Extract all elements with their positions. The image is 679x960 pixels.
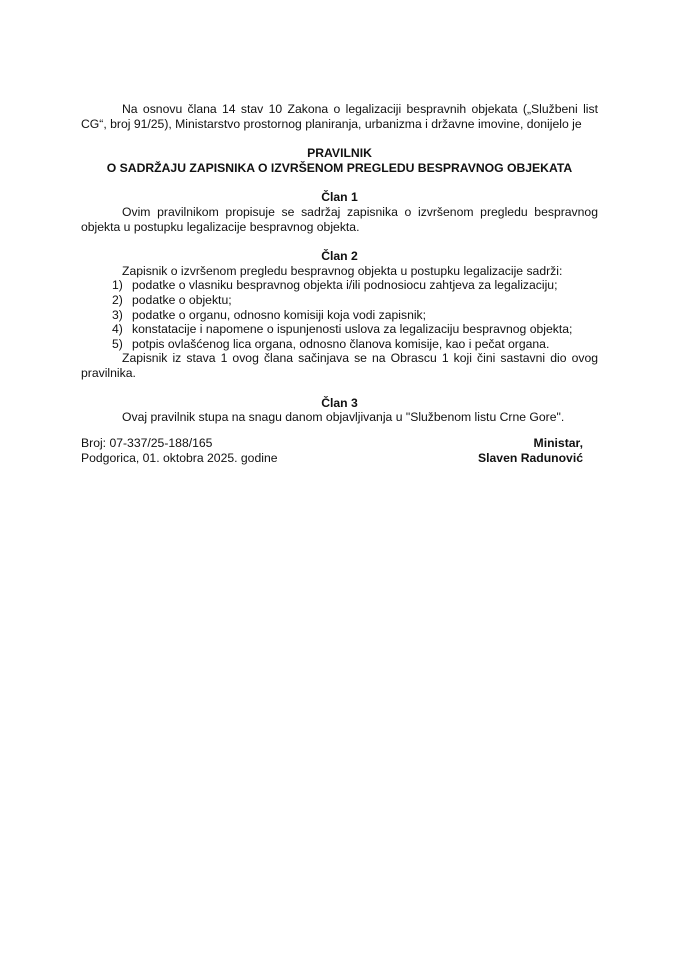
document-body xyxy=(81,102,598,425)
list-item-text: podatke o vlasniku bespravnog objekta i/ili podnosiocu zahtjeva za legalizaciju; xyxy=(132,278,558,293)
title-line-2: O SADRŽAJU ZAPISNIKA O IZVRŠENOM PREGLEDU BESPRAVNOG OBJEKATA xyxy=(106,160,573,175)
article-2-closing: Zapisnik iz stava 1 ovog člana sačinjava se na Obrascu 1 koji čini sastavni dio ovog pravilnika. xyxy=(81,351,598,380)
list-item xyxy=(81,308,598,323)
list-item-number: 2) xyxy=(112,292,123,307)
article-1 xyxy=(81,190,598,234)
preamble: Na osnovu člana 14 stav 10 Zakona o legalizaciji bespravnih objekata („Službeni list CG“, broj 91/25), Ministarstvo prostornog planiranja, urbanizma i državne imovine, donijelo je xyxy=(81,102,598,131)
list-item xyxy=(81,322,598,337)
article-3 xyxy=(81,396,598,425)
list-item-text: potpis ovlašćenog lica organa, odnosno članova komisije, kao i pečat organa. xyxy=(132,336,550,351)
article-2-list xyxy=(81,278,598,351)
document-number: Broj: 07-337/25-188/165 xyxy=(81,436,213,450)
place-and-date: Podgorica, 01. oktobra 2025. godine xyxy=(81,450,278,465)
list-item-number: 3) xyxy=(112,307,123,322)
article-3-heading: Član 3 xyxy=(321,395,358,410)
title-line-1: PRAVILNIK xyxy=(307,146,372,161)
list-item xyxy=(81,293,598,308)
list-item xyxy=(81,337,598,352)
document-reference xyxy=(81,436,278,465)
list-item-text: konstatacije i napomene o ispunjenosti uslova za legalizaciju bespravnog objekta; xyxy=(132,322,573,337)
signatory xyxy=(478,436,583,465)
list-item-number: 4) xyxy=(112,322,123,337)
list-item xyxy=(81,278,598,293)
signatory-title: Ministar, xyxy=(533,436,583,450)
list-item-text: podatke o organu, odnosno komisiji koja vodi zapisnik; xyxy=(132,307,427,322)
list-item-number: 5) xyxy=(112,336,123,351)
document-title xyxy=(81,146,598,175)
signatory-name: Slaven Radunović xyxy=(478,450,583,465)
list-item-text: podatke o objektu; xyxy=(132,292,232,307)
article-1-heading: Član 1 xyxy=(321,190,358,205)
article-3-text: Ovaj pravilnik stupa na snagu danom objavljivanja u "Službenom listu Crne Gore". xyxy=(122,410,565,425)
article-2 xyxy=(81,249,598,380)
article-2-heading: Član 2 xyxy=(321,249,358,264)
article-1-text: Ovim pravilnikom propisuje se sadržaj zapisnika o izvršenom pregledu bespravnog objekta u postupku legalizacije bespravnog objekta. xyxy=(81,204,598,234)
article-2-intro: Zapisnik o izvršenom pregledu bespravnog objekta u postupku legalizacije sadrži: xyxy=(122,263,563,278)
list-item-number: 1) xyxy=(112,278,123,293)
